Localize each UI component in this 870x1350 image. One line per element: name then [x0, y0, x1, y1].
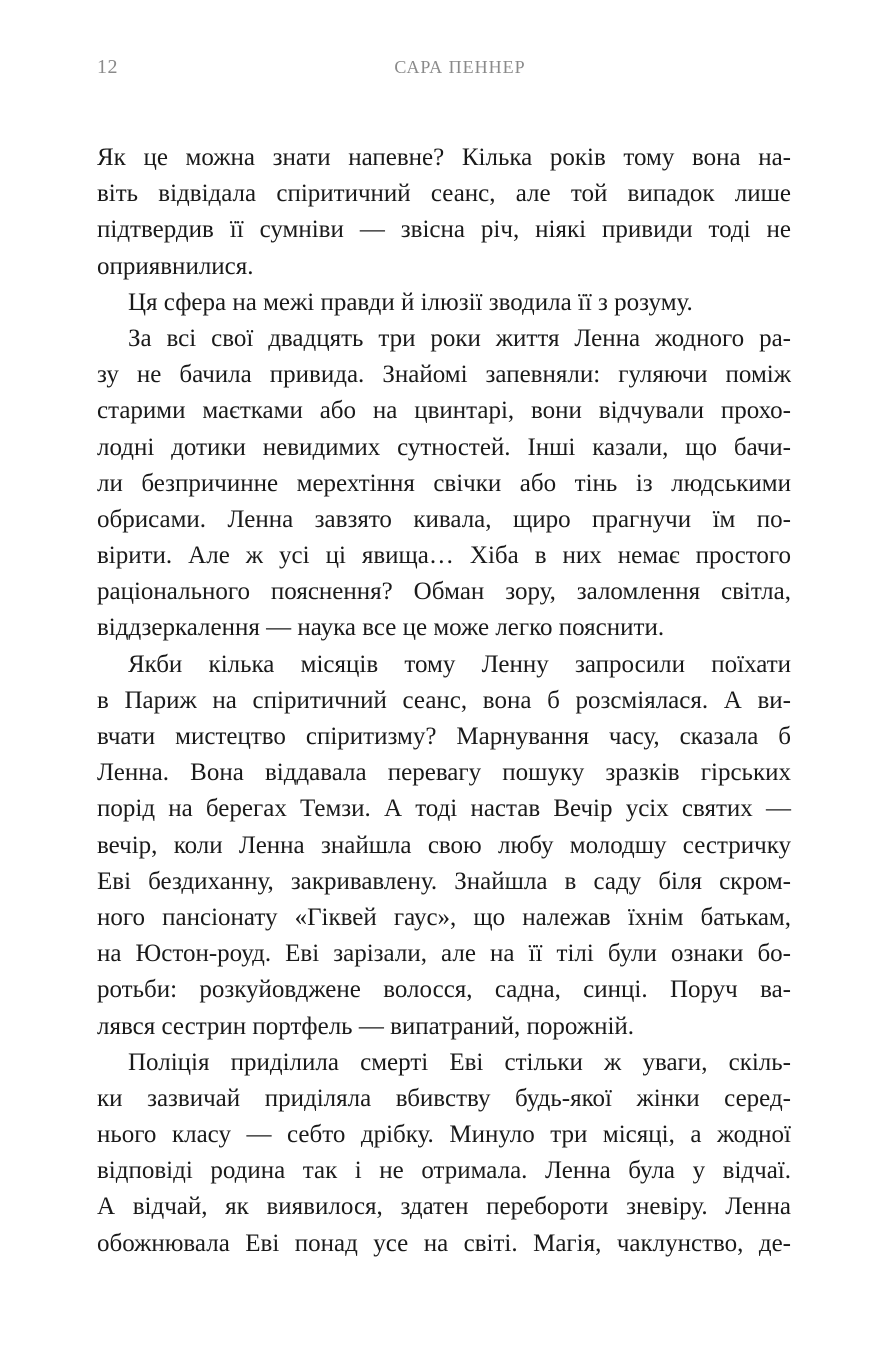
text-line: віть відвідала спіритичний сеанс, але той випадок лише	[97, 180, 791, 208]
text-line: вірити. Але ж усі ці явища… Хіба в них немає простого	[97, 542, 791, 570]
text-line: вчати мистецтво спіритизму? Марнування часу, сказала б	[97, 723, 791, 750]
text-line: обрисами. Ленна завзято кивала, щиро прагнучи їм по-	[97, 505, 791, 533]
text-line: вечір, коли Ленна знайшла свою любу молодшу сестричку	[97, 831, 791, 859]
text-line: ротьби: розкуйовджене волосся, садна, синці. Поруч ва-	[97, 976, 791, 1004]
page-number: 12	[97, 56, 118, 78]
text-line: Якби кілька місяців тому Ленну запросили поїхати	[128, 650, 791, 678]
text-line: А відчай, як виявилося, здатен перебороти зневіру. Ленна	[97, 1193, 791, 1221]
text-line: лявся сестрин портфель — випатраний, порожній.	[97, 1012, 635, 1040]
text-line: обожнювала Еві понад усе на світі. Магія, чаклунство, де-	[97, 1229, 791, 1257]
text-line: Як це можна знати напевне? Кілька років тому вона на-	[97, 144, 791, 171]
text-line: ного пансіонату «Гіквей гаус», що належав їхнім батькам,	[97, 903, 791, 931]
text-line: Поліція приділила смерті Еві стільки ж уваги, скіль-	[128, 1048, 791, 1076]
text-line: ки зазвичай приділяла вбивству будь-якої жінки серед-	[97, 1084, 791, 1112]
text-line: Ленна. Вона віддавала перевагу пошуку зразків гірських	[97, 759, 791, 787]
text-line: нього класу — себто дрібку. Минуло три місяці, а жодної	[97, 1121, 791, 1149]
text-line: підтвердив її сумніви — звісна річ, ніякі привиди тоді не	[97, 216, 791, 244]
text-line: За всі свої двадцять три роки життя Ленна жодного ра-	[128, 324, 791, 352]
text-line: в Париж на спіритичний сеанс, вона б розсміялася. А ви-	[97, 686, 791, 714]
running-head-author: САРА ПЕННЕР	[394, 57, 526, 77]
text-line: оприявнилися.	[97, 252, 254, 280]
text-line: старими маєтками або на цвинтарі, вони відчували прохо-	[97, 397, 791, 425]
text-line: раціонального пояснення? Обман зору, заломлення світла,	[97, 578, 791, 606]
text-line: Еві бездиханну, закривавлену. Знайшла в саду біля скром-	[97, 867, 791, 895]
text-line: на Юстон-роуд. Еві зарізали, але на її тілі були ознаки бо-	[97, 940, 791, 968]
text-line: відповіді родина так і не отримала. Ленна була у відчаї.	[97, 1157, 791, 1185]
text-line: зу не бачила привида. Знайомі запевняли: гуляючи поміж	[97, 361, 791, 389]
text-line: порід на берегах Темзи. А тоді настав Вечір усіх святих —	[97, 795, 791, 823]
text-line: Ця сфера на межі правди й ілюзії зводила її з розуму.	[128, 288, 693, 316]
body-text	[97, 140, 791, 1262]
text-line: ли безпричинне мерехтіння свічки або тінь із людськими	[97, 469, 791, 497]
text-line: віддзеркалення — наука все це може легко пояснити.	[97, 614, 665, 642]
text-line: лодні дотики невидимих сутностей. Інші казали, що бачи-	[97, 433, 791, 461]
